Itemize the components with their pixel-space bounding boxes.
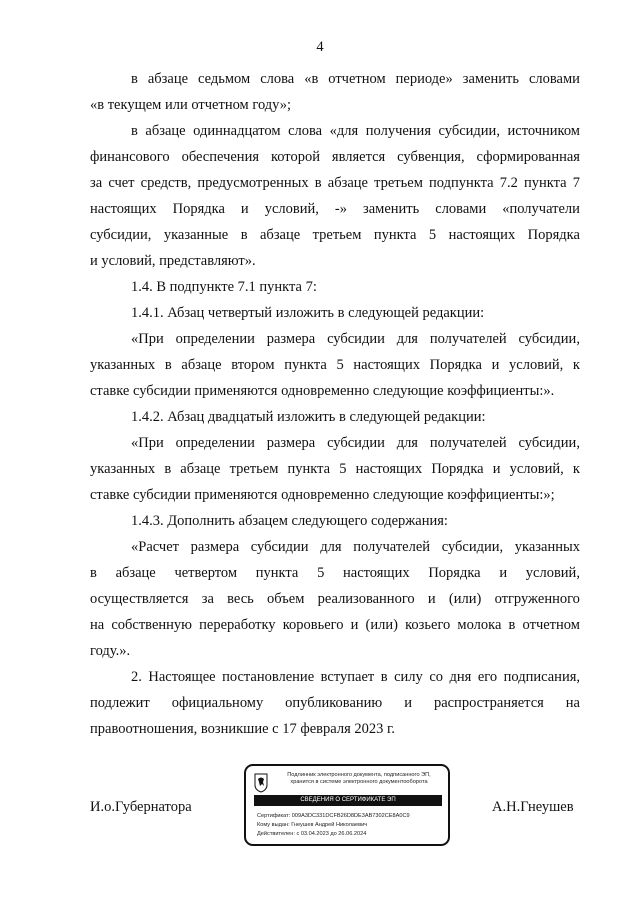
signatory-position: И.о.Губернатора (90, 799, 192, 815)
body-line: настоящих Порядка и условий, -» заменить словами «получатели (90, 201, 580, 217)
body-line: «в текущем или отчетном году»; (90, 97, 292, 113)
body-line: 1.4.1. Абзац четвертый изложить в следующей редакции: (131, 305, 485, 321)
stamp-issued-to: Кому выдан: Гнеушев Андрей Николаевич (257, 822, 368, 828)
body-line: и условий, представляют». (90, 253, 256, 269)
electronic-signature-stamp (244, 764, 450, 846)
body-line: 2. Настоящее постановление вступает в силу со дня его подписания, (131, 669, 580, 685)
body-line: в абзаце одиннадцатом слова «для получения субсидии, источником (131, 123, 580, 139)
body-line: ставке субсидии применяются одновременно следующие коэффициенты:». (90, 383, 555, 399)
body-line: указанных в абзаце третьем пункта 5 настоящих Порядка и условий, к (90, 461, 580, 477)
body-line: ставке субсидии применяются одновременно следующие коэффициенты:»; (90, 487, 555, 503)
body-line: «При определении размера субсидии для получателей субсидии, (131, 331, 580, 347)
body-line: указанных в абзаце втором пункта 5 настоящих Порядка и условий, к (90, 357, 580, 373)
body-line: за счет средств, предусмотренных в абзаце третьем подпункта 7.2 пункта 7 (90, 175, 580, 191)
page-number: 4 (316, 39, 324, 55)
body-line: 1.4.3. Дополнить абзацем следующего содержания: (131, 513, 448, 529)
body-line: субсидии, указанные в абзаце третьем пункта 5 настоящих Порядка (90, 227, 580, 243)
body-line: финансового обеспечения которой является субвенция, сформированная (90, 149, 580, 165)
body-line: «Расчет размера субсидии для получателей субсидии, указанных (131, 539, 580, 555)
body-line: подлежит официальному опубликованию и распространяется на (90, 695, 580, 711)
stamp-banner: СВЕДЕНИЯ О СЕРТИФИКАТЕ ЭП (254, 795, 442, 806)
stamp-certificate: Сертификат: 009A3DC331DCFB26D8DE3AB7302CE8A0C9 (257, 813, 410, 819)
stamp-header (272, 772, 446, 786)
body-line: 1.4. В подпункте 7.1 пункта 7: (131, 279, 317, 295)
body-line: 1.4.2. Абзац двадцатый изложить в следующей редакции: (131, 409, 486, 425)
coat-of-arms-icon (254, 773, 268, 793)
signatory-name: А.Н.Гнеушев (492, 799, 574, 815)
body-line: «При определении размера субсидии для получателей субсидии, (131, 435, 580, 451)
body-line: осуществляется за весь объем реализованного и (или) отгруженного (90, 591, 580, 607)
body-line: в абзаце седьмом слова «в отчетном периоде» заменить словами (131, 71, 580, 87)
stamp-header-line: Подлинник электронного документа, подписанного ЭП, (287, 772, 431, 778)
body-line: на собственную переработку коровьего и (или) козьего молока в отчетном (90, 617, 580, 633)
body-line: году.». (90, 643, 131, 659)
stamp-validity: Действителен: с 03.04.2023 до 26.06.2024 (257, 831, 367, 837)
body-line: в абзаце четвертом пункта 5 настоящих Порядка и условий, (90, 565, 580, 581)
body-line: правоотношения, возникшие с 17 февраля 2023 г. (90, 721, 395, 737)
stamp-header-line: хранится в системе электронного документооборота (290, 779, 428, 785)
